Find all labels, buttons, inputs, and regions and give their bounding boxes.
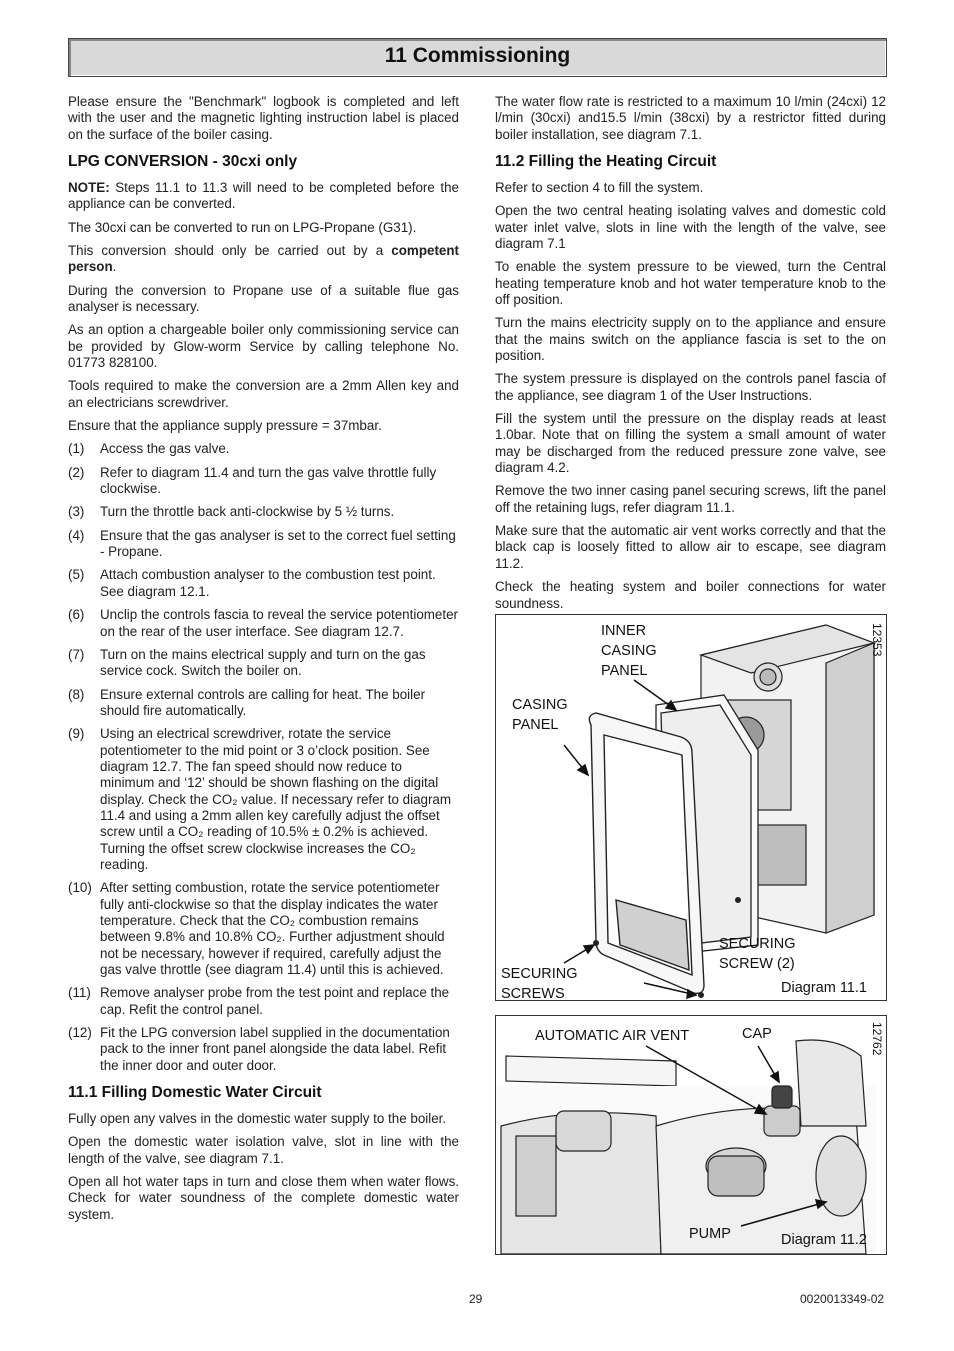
step-item: [68, 647, 459, 680]
securing-screws-label: SECURING SCREWS: [501, 966, 578, 1002]
paragraph: Fill the system until the pressure on the display reads at least 1.0bar. Note that on filling the system a small amount of water may be discharged from the reduced pressure zone valve, see diagram 4.2.: [495, 411, 886, 476]
paragraph: The 30cxi can be converted to run on LPG-Propane (G31).: [68, 219, 417, 235]
paragraph: Check the heating system and boiler connections for water soundness.: [495, 579, 886, 611]
paragraph: Open the domestic water isolation valve, slot in line with the length of the valve, see diagram 7.1.: [68, 1134, 459, 1166]
step-item: [68, 880, 459, 978]
emphasis: competent person: [68, 242, 459, 275]
step-item: [68, 985, 459, 1018]
paragraph: Ensure that the appliance supply pressure = 37mbar.: [68, 418, 382, 434]
paragraph: Remove the two inner casing panel securing screws, lift the panel off the retaining lugs, refer diagram 11.1.: [495, 483, 886, 515]
step-item: [68, 504, 459, 520]
step-number: (3): [68, 504, 85, 520]
text: .: [112, 259, 117, 275]
pump-label: PUMP: [689, 1226, 731, 1242]
diagram-11-1: [495, 614, 887, 1001]
step-text: Using an electrical screwdriver, rotate the service potentiometer to the mid point or 3 o’clock position. See diagram 12.7. The fan speed should now reduce to minimum and ‘12’ should be shown flashing on the digital display. Check the CO₂ value. If necessary refer to diagram 11.4 and using a 2mm allen key carefully adjust the offset screw until a CO₂ reading of 10.5% ± 0.2% is achieved. Turning the offset screw clockwise increases the CO₂ reading.: [100, 726, 452, 872]
paragraph: The system pressure is displayed on the controls panel fascia of the appliance, see diagram 1 of the User Instructions.: [495, 371, 886, 403]
page-number: 29: [469, 1292, 483, 1306]
heating-circuit-heading: 11.2 Filling the Heating Circuit: [495, 153, 717, 171]
step-text: Fit the LPG conversion label supplied in the documentation pack to the inner front panel alongside the data label. Refit the inner door and outer door.: [100, 1025, 450, 1073]
step-number: (11): [68, 985, 91, 1001]
step-text: After setting combustion, rotate the service potentiometer fully anti-clockwise so that the display indicates the water temperature. Check that the CO₂ combustion remains between 9.8% and 10.8% CO₂. Further adjustment should not be necessary, however if required, carefully adjust the gas valve throttle (see diagram 11.4) until this is achieved.: [100, 880, 445, 978]
paragraph: As an option a chargeable boiler only commissioning service can be provided by Glow-worm Service by calling telephone No. 01773 828100.: [68, 322, 459, 371]
diagram-reference-number: 12353: [870, 623, 884, 657]
boiler-casing-illustration: [496, 615, 886, 1000]
securing-screw-label: SECURING SCREW (2): [719, 936, 796, 972]
diagram-caption: Diagram 11.2: [781, 1232, 867, 1248]
cap-label: CAP: [742, 1026, 772, 1042]
diagram-11-2: [495, 1015, 887, 1255]
text: This conversion should only be carried out by a: [68, 242, 392, 258]
step-number: (12): [68, 1025, 92, 1041]
note-paragraph: [68, 180, 459, 213]
step-number: (10): [68, 880, 92, 896]
step-text: Access the gas valve.: [100, 441, 230, 457]
step-text: Ensure external controls are calling for heat. The boiler should fire automatically.: [100, 686, 426, 718]
step-item: [68, 465, 459, 498]
left-column: [68, 94, 459, 1230]
paragraph: Fully open any valves in the domestic water supply to the boiler.: [68, 1111, 447, 1126]
step-item: [68, 567, 459, 600]
casing-panel-label: CASING PANEL: [512, 697, 568, 733]
diagram-caption: Diagram 11.1: [781, 980, 867, 996]
intro-paragraph: Please ensure the "Benchmark" logbook is completed and left with the user and the magnetic lighting instruction label is placed on the surface of the boiler casing.: [68, 94, 459, 142]
automatic-air-vent-label: AUTOMATIC AIR VENT: [535, 1028, 690, 1044]
air-vent-illustration: [496, 1016, 886, 1254]
note-text: Steps 11.1 to 11.3 will need to be completed before the appliance can be converted.: [68, 179, 459, 212]
paragraph: During the conversion to Propane use of a suitable flue gas analyser is necessary.: [68, 282, 459, 314]
section-title-bar: [68, 38, 887, 77]
paragraph: Make sure that the automatic air vent works correctly and that the black cap is loosely fitted to allow air to escape, see diagram 11.2.: [495, 523, 886, 571]
step-text: Ensure that the gas analyser is set to the correct fuel setting - Propane.: [100, 527, 456, 560]
step-number: (1): [68, 441, 85, 457]
step-text: Attach combustion analyser to the combustion test point. See diagram 12.1.: [100, 567, 436, 599]
step-item: [68, 607, 459, 640]
steps-list: [68, 441, 459, 1074]
step-item: [68, 1025, 459, 1074]
right-column: [495, 94, 886, 619]
step-text: Remove analyser probe from the test point and replace the cap. Refit the control panel.: [100, 985, 450, 1017]
paragraph: Refer to section 4 to fill the system.: [495, 179, 704, 195]
step-text: Refer to diagram 11.4 and turn the gas valve throttle fully clockwise.: [100, 464, 437, 497]
paragraph: The water flow rate is restricted to a maximum 10 l/min (24cxi) 12 l/min (30cxi) and15.5 l/min (38cxi) by a restrictor fitted during boiler installation, see diagram 7.1.: [495, 94, 886, 142]
step-number: (5): [68, 567, 85, 583]
step-item: [68, 687, 459, 720]
step-number: (2): [68, 464, 85, 480]
page-title: 11 Commissioning: [384, 44, 571, 67]
step-text: Turn on the mains electrical supply and turn on the gas service cock. Switch the boiler on.: [100, 646, 426, 679]
step-number: (4): [68, 527, 85, 543]
diagram-reference-number: 12762: [870, 1022, 884, 1056]
step-number: (8): [68, 686, 85, 702]
paragraph: Tools required to make the conversion are a 2mm Allen key and an electricians screwdriver.: [68, 378, 459, 410]
step-item: [68, 726, 459, 873]
paragraph: Open the two central heating isolating valves and domestic cold water inlet valve, slots in line with the length of the valve, see diagram 7.1: [495, 203, 886, 251]
step-item: [68, 528, 459, 561]
domestic-water-heading: 11.1 Filling Domestic Water Circuit: [68, 1084, 322, 1102]
document-number: 0020013349-02: [800, 1292, 885, 1306]
competent-paragraph: [68, 243, 459, 276]
paragraph: To enable the system pressure to be viewed, turn the Central heating temperature knob and hot water temperature knob to the off position.: [495, 259, 886, 307]
lpg-heading: LPG CONVERSION - 30cxi only: [68, 153, 298, 171]
note-label: NOTE:: [68, 179, 110, 195]
step-item: [68, 441, 459, 457]
step-text: Turn the throttle back anti-clockwise by 5 ½ turns.: [100, 504, 395, 520]
step-number: (7): [68, 646, 85, 662]
paragraph: Open all hot water taps in turn and close them when water flows. Check for water soundness of the complete domestic water system.: [68, 1174, 459, 1222]
paragraph: Turn the mains electricity supply on to the appliance and ensure that the mains switch on the appliance fascia is set to the on position.: [495, 315, 886, 364]
step-text: Unclip the controls fascia to reveal the service potentiometer on the rear of the user interface. See diagram 12.7.: [100, 607, 459, 639]
step-number: (9): [68, 726, 85, 742]
step-number: (6): [68, 607, 85, 623]
inner-casing-panel-label: INNER CASING PANEL: [601, 623, 657, 679]
